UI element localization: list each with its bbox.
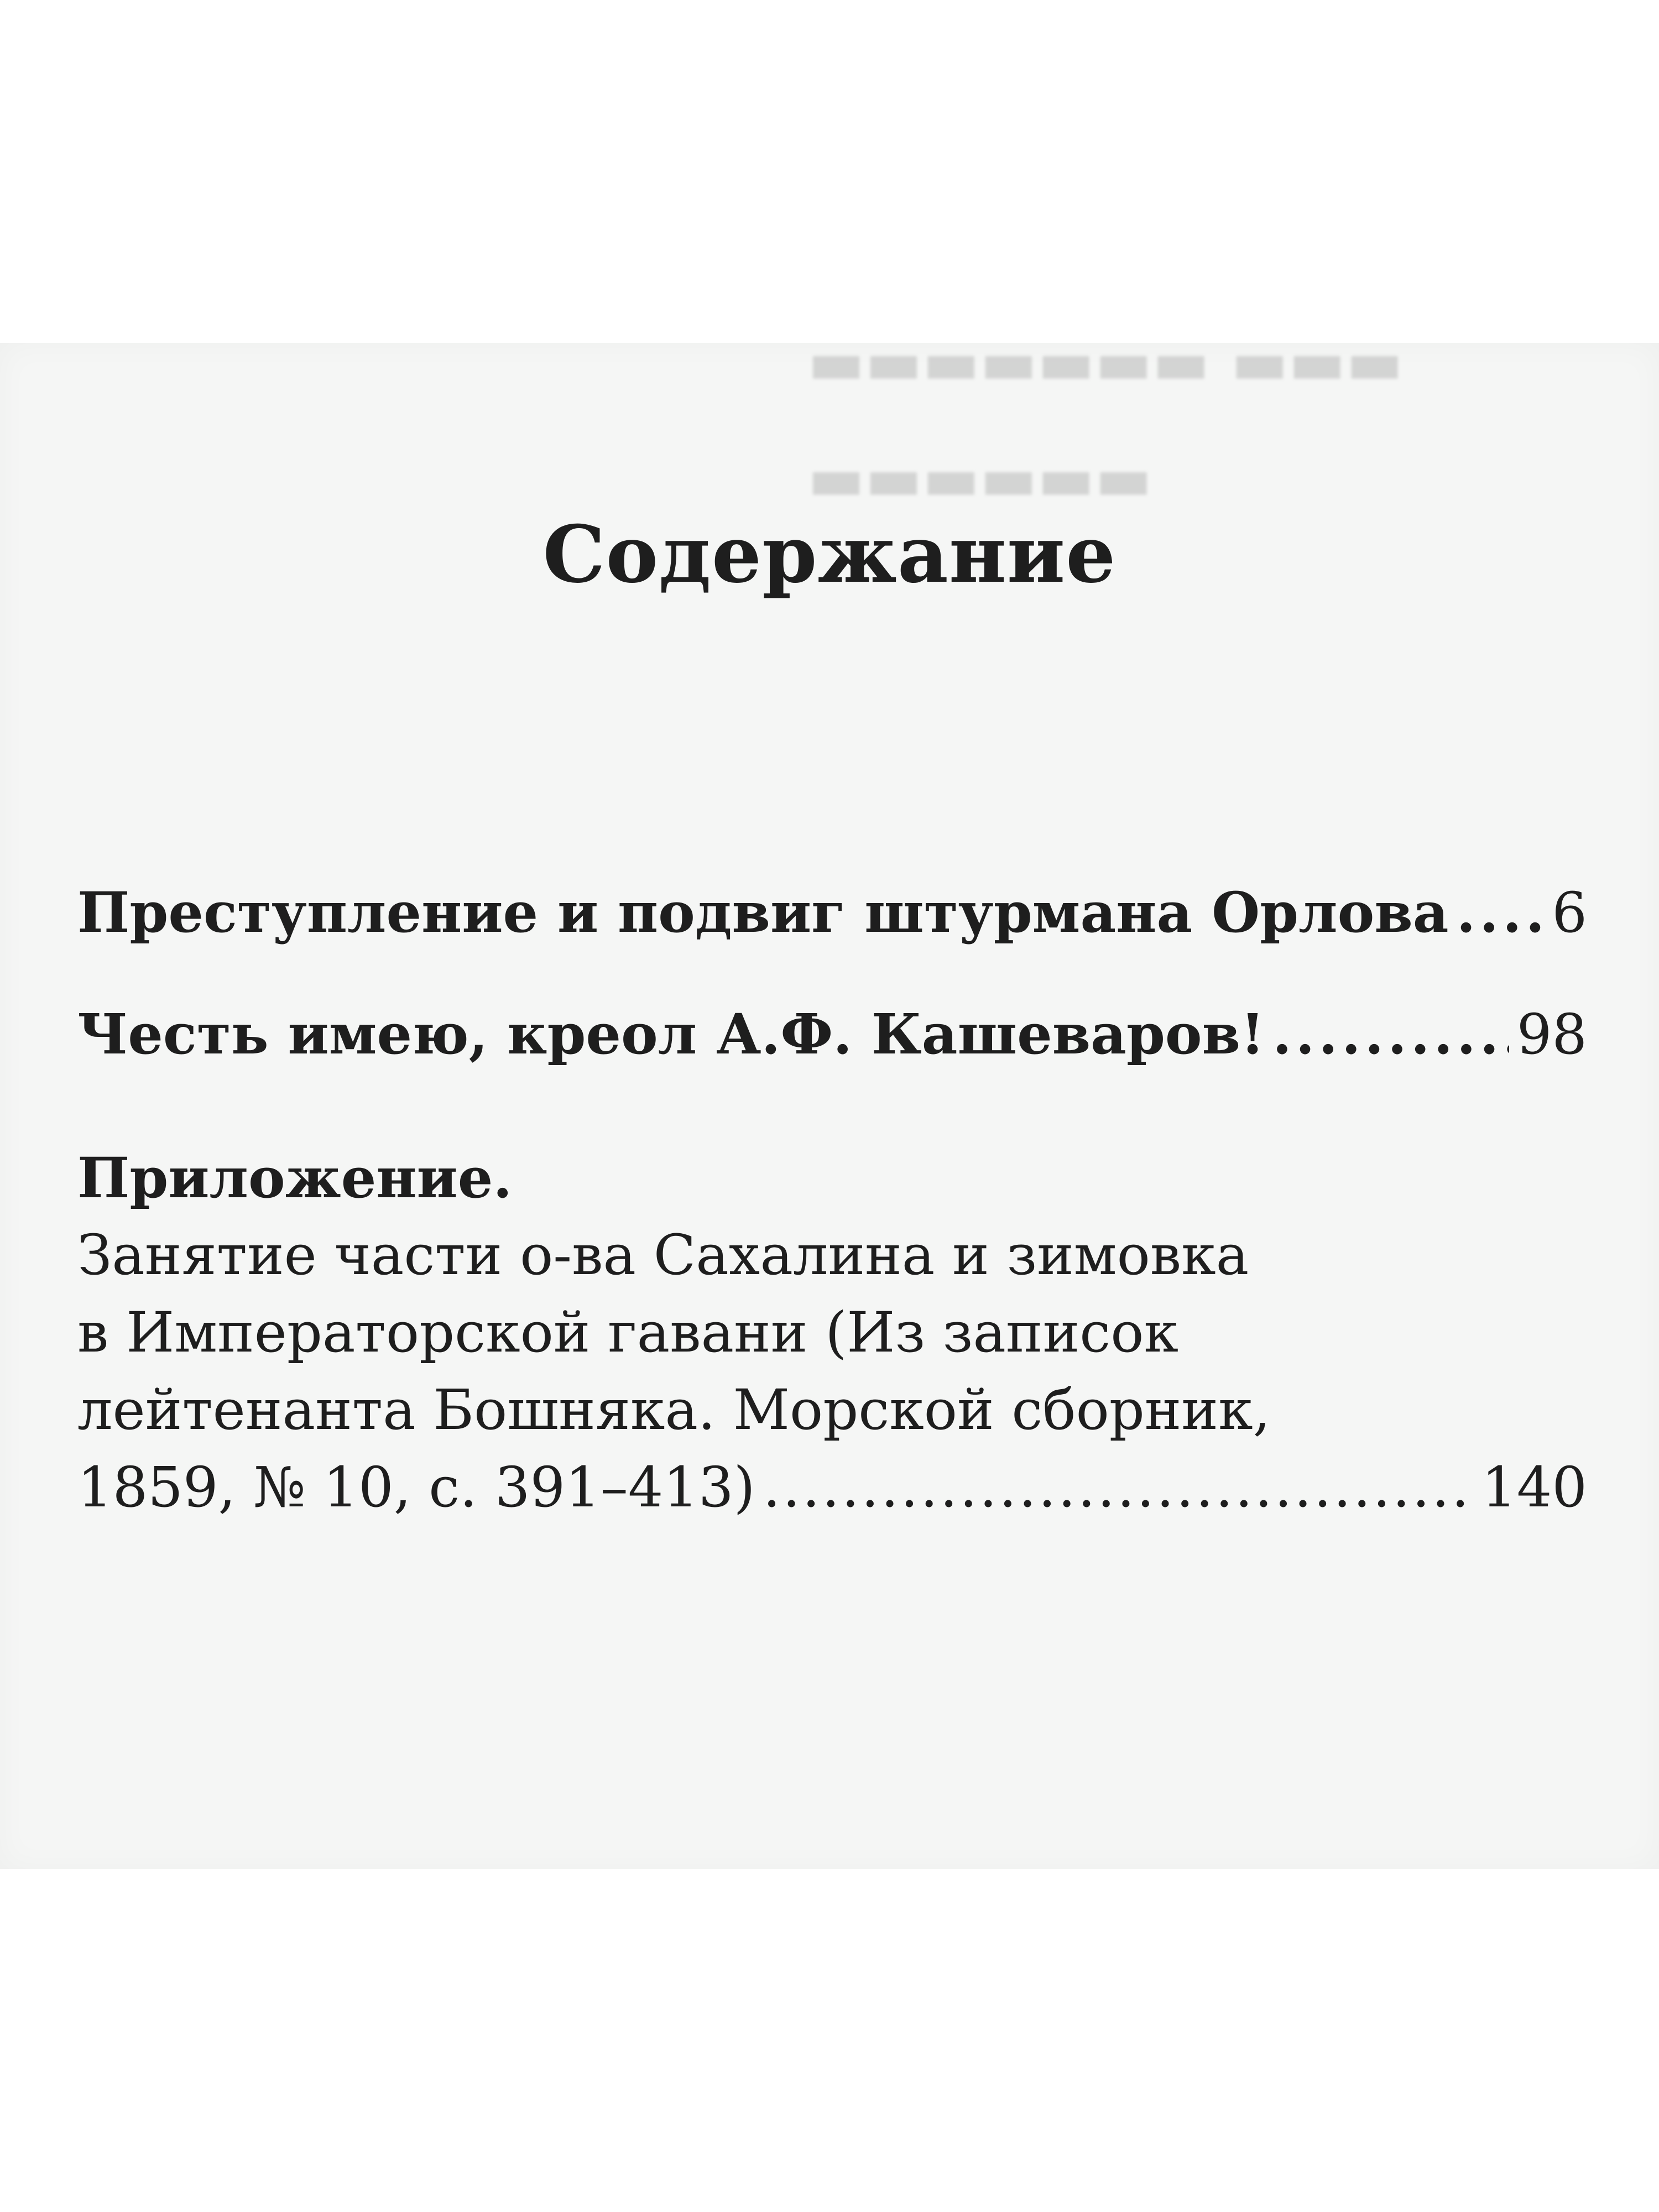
dot-leader [1457, 885, 1545, 941]
toc-entry-page: 98 [1516, 1002, 1587, 1067]
show-through-text: ▬▬▬▬▬▬ [807, 442, 1152, 514]
appendix-title: Приложение. [77, 1145, 513, 1211]
appendix-text-line: в Императорской гавани (Из записок [77, 1300, 1178, 1365]
appendix-text-line: лейтенанта Бошняка. Морской сборник, [77, 1378, 1271, 1442]
toc-entry-title: Преступление и подвиг штурмана Орлова [77, 880, 1449, 945]
toc-entry[interactable] [77, 1001, 1587, 1067]
appendix-text-line: Занятие части о-ва Сахалина и зимовка [77, 1223, 1249, 1287]
toc-entry-appendix[interactable] [77, 1139, 1587, 1526]
appendix-last-line [77, 1449, 1587, 1526]
toc-entry-page: 140 [1481, 1455, 1587, 1520]
dot-leader [1272, 1006, 1509, 1062]
toc-entry-title: Честь имею, креол А.Ф. Кашеваров! [77, 1001, 1265, 1067]
page-title: Содержание [542, 509, 1117, 601]
dot-leader [763, 1449, 1474, 1526]
show-through-text: ▬▬▬ ▬▬▬▬▬▬▬ [807, 326, 1404, 398]
toc-entry[interactable] [77, 880, 1587, 945]
toc-entry-page: 6 [1552, 880, 1587, 945]
appendix-text-line: 1859, № 10, с. 391–413) [77, 1455, 755, 1520]
